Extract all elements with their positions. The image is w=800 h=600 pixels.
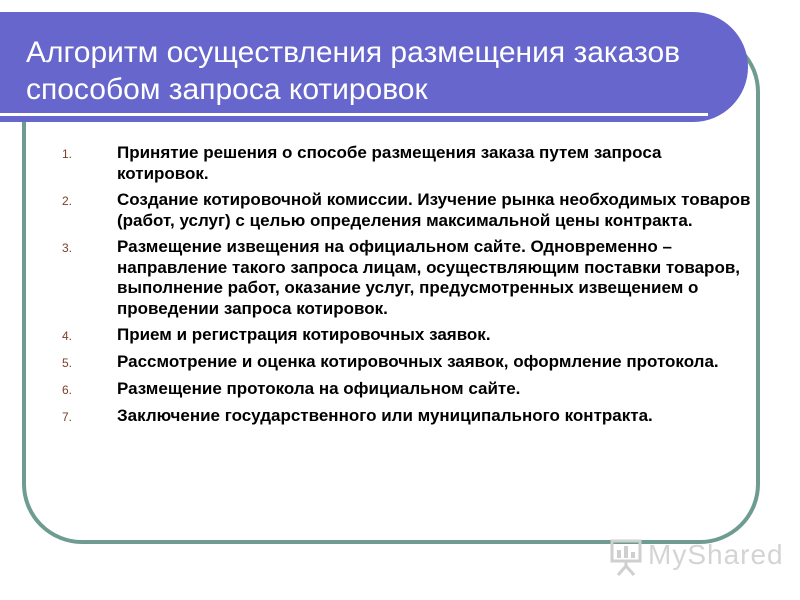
- step-text: Прием и регистрация котировочных заявок.: [117, 325, 491, 344]
- step-number: 4.: [62, 329, 73, 343]
- step-number: 5.: [62, 356, 73, 370]
- step-number: 7.: [62, 410, 73, 424]
- step-number: 3.: [62, 241, 73, 255]
- step-text: Создание котировочной комиссии. Изучение рынка необходимых товаров (работ, услуг) с целью определения максимальной цены контракта.: [117, 190, 751, 230]
- list-item: [62, 406, 752, 427]
- step-text: Заключение государственного или муниципального контракта.: [117, 406, 653, 425]
- presentation-board-icon: [606, 538, 646, 576]
- step-number: 1.: [62, 147, 73, 161]
- step-text: Размещение протокола на официальном сайте.: [117, 379, 521, 398]
- watermark-text: MyShared: [648, 539, 784, 570]
- step-number: 2.: [62, 194, 73, 208]
- step-text: Размещение извещения на официальном сайте. Одновременно – направление такого запроса лицам, осуществляющим поставки товаров, выполнение работ, оказание услуг, предусмотренных извещением о проведении запроса котировок.: [117, 237, 740, 318]
- title-banner: [0, 12, 748, 122]
- steps-list: [62, 143, 752, 433]
- list-item: [62, 143, 752, 184]
- list-item: [62, 325, 752, 346]
- title-underline: [0, 113, 708, 116]
- step-text: Рассмотрение и оценка котировочных заявок, оформление протокола.: [117, 352, 719, 371]
- slide-title: Алгоритм осуществления размещения заказов способом запроса котировок: [26, 36, 681, 106]
- watermark-logo: [606, 536, 784, 576]
- list-item: [62, 352, 752, 373]
- step-number: 6.: [62, 383, 73, 397]
- list-item: [62, 190, 752, 231]
- step-text: Принятие решения о способе размещения заказа путем запроса котировок.: [117, 143, 662, 183]
- list-item: [62, 237, 752, 319]
- list-item: [62, 379, 752, 400]
